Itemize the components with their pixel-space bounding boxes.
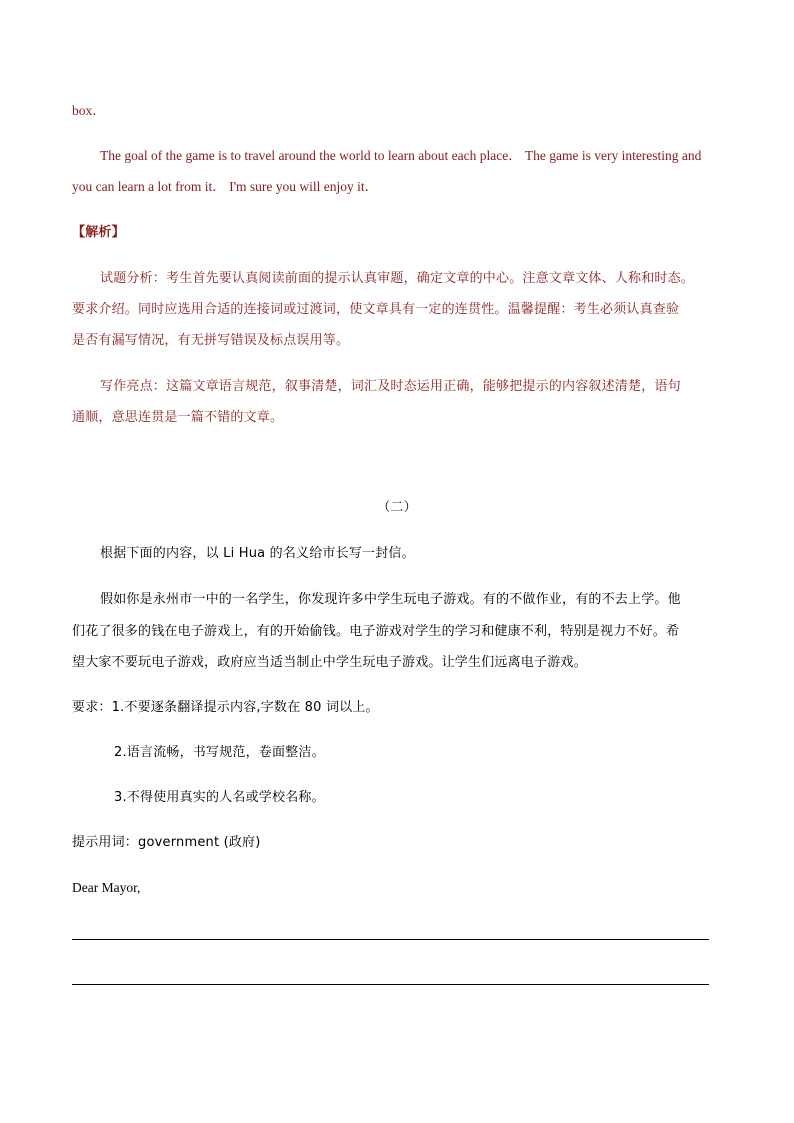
section-number: （二） [377, 500, 417, 515]
analysis-p2-line-1: 写作亮点：这篇文章语言规范，叙事清楚，词汇及时态运用正确，能够把提示的内容叙述清楚，语句 [100, 379, 681, 394]
answer-line-2: The goal of the game is to travel around the world to learn about each place． The game is very interesting and [100, 148, 702, 163]
hint-words: 提示用词：government (政府) [72, 835, 261, 850]
writing-line-2 [72, 984, 709, 985]
analysis-p2-line-2: 通顺，意思连贯是一篇不错的文章。 [72, 410, 284, 425]
scenario-line-3: 望大家不要玩电子游戏，政府应当适当制止中学生玩电子游戏。让学生们远离电子游戏。 [72, 655, 587, 670]
analysis-p1-line-1: 试题分析：考生首先要认真阅读前面的提示认真审题，确定文章的中心。注意文章文体、人称和时态。 [100, 271, 695, 286]
requirement-2: 2.语言流畅，书写规范，卷面整洁。 [114, 745, 325, 760]
writing-line-1 [72, 939, 709, 940]
scenario-line-2: 们花了很多的钱在电子游戏上，有的开始偷钱。电子游戏对学生的学习和健康不利，特别是视力不好。希 [72, 624, 680, 639]
requirement-1: 要求：1.不要逐条翻译提示内容,字数在 80 词以上。 [72, 700, 379, 715]
analysis-p1-line-2: 要求介绍。同时应选用合适的连接词或过渡词，使文章具有一定的连贯性。温馨提醒：考生必须认真查验 [72, 302, 680, 317]
requirement-3: 3.不得使用真实的人名或学校名称。 [114, 790, 325, 805]
answer-line-3: you can learn a lot from it． I'm sure you will enjoy it． [72, 179, 379, 194]
analysis-heading: 【解析】 [72, 225, 125, 240]
task-instruction: 根据下面的内容，以 Li Hua 的名义给市长写一封信。 [100, 546, 415, 561]
answer-line-1: box． [72, 103, 106, 118]
salutation: Dear Mayor, [72, 880, 141, 895]
scenario-line-1: 假如你是永州市一中的一名学生，你发现许多中学生玩电子游戏。有的不做作业，有的不去上学。他 [100, 592, 681, 607]
analysis-p1-line-3: 是否有漏写情况，有无拼写错误及标点误用等。 [72, 333, 350, 348]
